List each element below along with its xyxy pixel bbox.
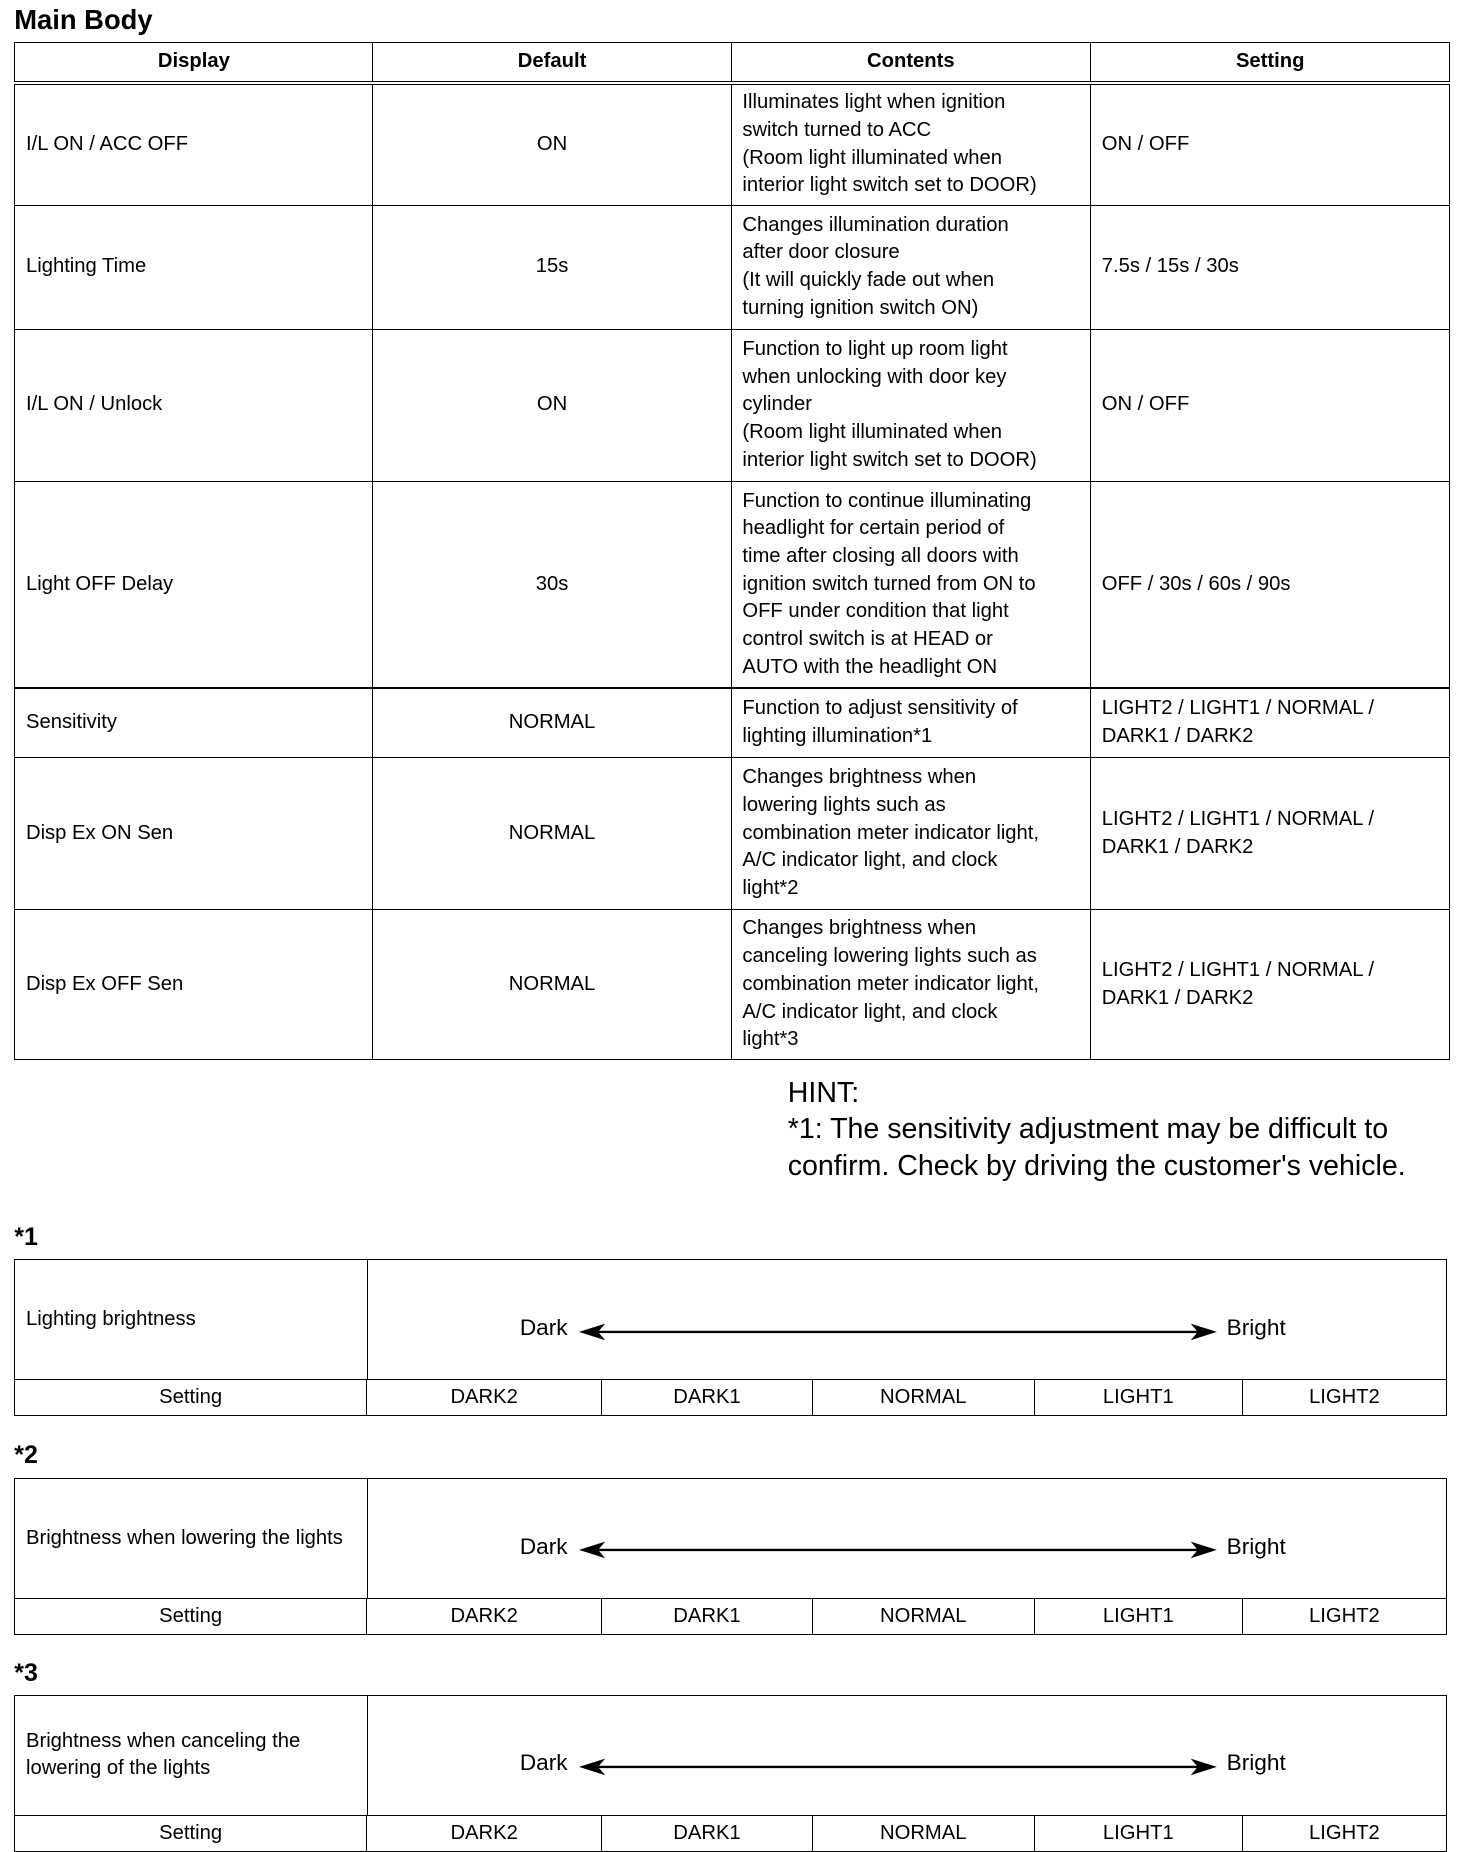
default-cell: ON <box>373 329 731 481</box>
contents-line: A/C indicator light, and clock <box>742 849 998 872</box>
setting-line: LIGHT2 / LIGHT1 / NORMAL / <box>1101 807 1374 830</box>
contents-line: turning ignition switch ON) <box>742 296 979 319</box>
dark-label: Dark <box>519 1314 568 1340</box>
settings-table <box>14 42 1450 1061</box>
setting-level: DARK2 <box>367 1599 602 1635</box>
table-row <box>15 757 1450 909</box>
setting-line: LIGHT2 / LIGHT1 / NORMAL / <box>1101 697 1374 720</box>
contents-cell <box>731 688 1090 757</box>
setting-line: LIGHT2 / LIGHT1 / NORMAL / <box>1101 958 1374 981</box>
double-arrow-icon <box>579 1538 1217 1562</box>
display-cell: Light OFF Delay <box>15 481 373 688</box>
hint-text: *1: The sensitivity adjustment may be difficult to confirm. Check by driving the customer's vehicle. <box>787 1113 1406 1183</box>
display-cell: Lighting Time <box>15 205 373 329</box>
setting-row <box>15 1815 1446 1852</box>
contents-cell <box>731 329 1090 481</box>
header-default: Default <box>373 42 731 83</box>
table-row <box>15 83 1450 206</box>
display-cell: Disp Ex ON Sen <box>15 757 373 909</box>
contents-line: Changes illumination duration <box>742 213 1009 236</box>
contents-line: switch turned to ACC <box>742 119 932 141</box>
hint-note <box>788 1075 1454 1186</box>
setting-cell <box>1091 757 1450 909</box>
contents-line: A/C indicator light, and clock <box>742 1000 998 1023</box>
contents-line: OFF under condition that light <box>742 600 1009 623</box>
setting-level: LIGHT1 <box>1035 1816 1243 1852</box>
contents-cell <box>731 757 1090 909</box>
setting-cell <box>1091 83 1450 206</box>
contents-line: canceling lowering lights such as <box>742 945 1037 968</box>
contents-line: cylinder <box>742 393 813 416</box>
setting-level: LIGHT1 <box>1035 1380 1243 1416</box>
double-arrow-icon <box>579 1320 1217 1344</box>
contents-line: Function to continue illuminating <box>742 489 1032 512</box>
setting-level: DARK2 <box>367 1816 602 1852</box>
scale-label-text: Brightness when lowering the lights <box>25 1526 343 1549</box>
setting-line: OFF / 30s / 60s / 90s <box>1101 572 1291 595</box>
setting-line: DARK1 / DARK2 <box>1101 725 1254 748</box>
scale-label-text: Brightness when canceling the lowering of the lights <box>25 1729 301 1780</box>
header-contents: Contents <box>731 42 1090 83</box>
contents-line: (It will quickly fade out when <box>742 269 995 292</box>
contents-cell <box>731 205 1090 329</box>
setting-line: DARK1 / DARK2 <box>1101 986 1254 1009</box>
setting-label: Setting <box>15 1816 367 1852</box>
contents-line: Changes brightness when <box>742 917 977 940</box>
table-row <box>15 329 1450 481</box>
display-cell: Disp Ex OFF Sen <box>15 910 373 1060</box>
table-row <box>15 688 1450 757</box>
setting-level: LIGHT2 <box>1309 1821 1380 1844</box>
default-cell: 30s <box>373 481 731 688</box>
contents-line: after door closure <box>742 241 900 264</box>
footnote-mark: *1 <box>14 1223 38 1252</box>
contents-line: headlight for certain period of <box>742 517 1005 540</box>
contents-line: light*2 <box>742 877 799 900</box>
setting-level: DARK1 <box>602 1599 812 1635</box>
setting-label: Setting <box>15 1599 367 1635</box>
setting-line: 7.5s / 15s / 30s <box>1101 255 1239 278</box>
display-cell: I/L ON / Unlock <box>15 329 373 481</box>
double-arrow-icon <box>579 1755 1217 1779</box>
footnote-mark: *3 <box>14 1658 38 1687</box>
setting-row <box>15 1598 1446 1635</box>
setting-row <box>15 1379 1446 1416</box>
contents-line: AUTO with the headlight ON <box>742 655 998 678</box>
header-setting: Setting <box>1091 42 1450 83</box>
default-cell: ON <box>373 83 731 206</box>
setting-level: LIGHT2 <box>1309 1605 1380 1628</box>
default-cell: NORMAL <box>373 757 731 909</box>
contents-line: combination meter indicator light, <box>742 972 1040 995</box>
setting-cell <box>1091 481 1450 688</box>
setting-label: Setting <box>15 1380 367 1416</box>
hint-heading: HINT: <box>787 1076 860 1109</box>
setting-level: DARK1 <box>602 1380 812 1416</box>
contents-cell <box>731 481 1090 688</box>
contents-line: when unlocking with door key <box>742 365 1007 388</box>
default-cell: 15s <box>373 205 731 329</box>
setting-level: LIGHT2 <box>1309 1386 1380 1409</box>
contents-line: interior light switch set to DOOR) <box>742 174 1037 197</box>
setting-line: DARK1 / DARK2 <box>1101 835 1254 858</box>
contents-line: ignition switch turned from ON to <box>742 572 1036 595</box>
setting-level: LIGHT1 <box>1035 1599 1243 1635</box>
contents-line: interior light switch set to DOOR) <box>742 448 1037 471</box>
contents-line: (Room light illuminated when <box>742 421 1002 444</box>
contents-line: Changes brightness when <box>742 766 977 789</box>
scale-label <box>15 1696 367 1815</box>
dark-label: Dark <box>519 1533 568 1559</box>
setting-level: NORMAL <box>813 1380 1035 1416</box>
setting-level: NORMAL <box>813 1599 1035 1635</box>
contents-cell <box>731 83 1090 206</box>
display-cell: Sensitivity <box>15 688 373 757</box>
contents-line: time after closing all doors with <box>742 545 1019 567</box>
scale-area <box>368 1479 1447 1598</box>
bright-label: Bright <box>1226 1750 1286 1776</box>
contents-line: lighting illumination*1 <box>742 725 933 748</box>
setting-line: ON / OFF <box>1101 393 1190 416</box>
brightness-scale-box <box>14 1259 1447 1416</box>
contents-line: lowering lights such as <box>742 793 946 816</box>
setting-line: ON / OFF <box>1101 132 1190 155</box>
setting-level: NORMAL <box>813 1816 1035 1852</box>
scale-label <box>15 1479 367 1598</box>
section-title: Main Body <box>14 3 153 35</box>
setting-level: DARK2 <box>367 1380 602 1416</box>
contents-line: combination meter indicator light, <box>742 821 1040 844</box>
scale-area <box>368 1260 1447 1379</box>
brightness-scale-box <box>14 1695 1447 1852</box>
contents-line: control switch is at HEAD or <box>742 628 993 651</box>
contents-cell <box>731 910 1090 1060</box>
scale-label <box>15 1260 367 1379</box>
contents-line: (Room light illuminated when <box>742 146 1002 169</box>
header-display: Display <box>15 42 373 83</box>
setting-cell <box>1091 205 1450 329</box>
table-row <box>15 205 1450 329</box>
brightness-scale-box <box>14 1478 1447 1635</box>
setting-cell <box>1091 329 1450 481</box>
default-cell: NORMAL <box>373 688 731 757</box>
contents-line: Illuminates light when ignition <box>742 91 1006 114</box>
dark-label: Dark <box>519 1750 568 1776</box>
scale-label-text: Lighting brightness <box>25 1307 196 1330</box>
scale-area <box>368 1696 1447 1815</box>
setting-cell <box>1091 688 1450 757</box>
contents-line: light*3 <box>742 1028 799 1051</box>
display-cell: I/L ON / ACC OFF <box>15 83 373 206</box>
setting-cell <box>1091 910 1450 1060</box>
bright-label: Bright <box>1226 1314 1286 1340</box>
bright-label: Bright <box>1226 1533 1286 1559</box>
contents-line: Function to light up room light <box>742 337 1008 360</box>
contents-line: Function to adjust sensitivity of <box>742 697 1018 720</box>
footnote-mark: *2 <box>14 1441 38 1470</box>
table-row <box>15 481 1450 688</box>
table-row <box>15 910 1450 1060</box>
default-cell: NORMAL <box>373 910 731 1060</box>
setting-level: DARK1 <box>602 1816 812 1852</box>
